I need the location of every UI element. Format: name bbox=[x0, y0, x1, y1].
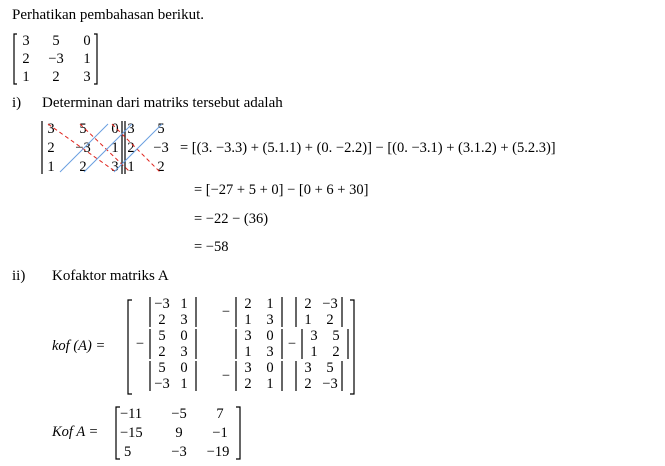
result-cell: 7 bbox=[216, 406, 224, 422]
matrix-cell: 2 bbox=[22, 51, 30, 67]
matrix-cell: 5 bbox=[52, 33, 60, 49]
determinant-line-3: = −22 − (36) bbox=[194, 211, 269, 227]
minor-cell: 1 bbox=[244, 344, 252, 360]
sarrus-cell: 2 bbox=[79, 159, 87, 175]
matrix-cell: 0 bbox=[83, 33, 91, 49]
minor-cell: 1 bbox=[180, 376, 188, 392]
minor-cell: 1 bbox=[266, 296, 274, 312]
result-cell: −15 bbox=[120, 425, 143, 441]
sarrus-cell: 2 bbox=[127, 140, 135, 156]
minor-cell: 1 bbox=[244, 312, 252, 328]
minor-cell: 3 bbox=[244, 360, 252, 376]
sarrus-cell: 2 bbox=[157, 159, 165, 175]
result-left-bracket bbox=[116, 407, 120, 459]
minor-cell: 2 bbox=[158, 312, 166, 328]
result-right-bracket bbox=[236, 407, 240, 459]
minor-cell: 0 bbox=[180, 360, 188, 376]
determinant-line-1: = [(3. −3.3) + (5.1.1) + (0. −2.2)] − [(0. −3.1) + (3.1.2) + (5.2.3)] bbox=[180, 140, 556, 156]
minor-cell: 2 bbox=[326, 312, 334, 328]
sarrus-diagonal-blue bbox=[114, 124, 162, 172]
matrix-cell: 1 bbox=[22, 69, 30, 85]
minor-cell: 3 bbox=[304, 360, 312, 376]
minor-cell: 0 bbox=[266, 328, 274, 344]
minor-cell: 3 bbox=[180, 312, 188, 328]
minor-cell: 2 bbox=[304, 376, 312, 392]
result-cell: −3 bbox=[171, 444, 187, 460]
minor-cell: 3 bbox=[266, 344, 274, 360]
minor-cell: 5 bbox=[158, 328, 166, 344]
kof-right-bracket bbox=[350, 300, 354, 394]
minor-cell: 1 bbox=[180, 296, 188, 312]
section-ii-title: Kofaktor matriks A bbox=[52, 268, 169, 284]
minor-cell: 3 bbox=[244, 328, 252, 344]
matrix-cell: 1 bbox=[83, 51, 91, 67]
minor-cell: −3 bbox=[322, 376, 338, 392]
left-bracket bbox=[14, 34, 17, 84]
sarrus-cell: 1 bbox=[111, 140, 119, 156]
sarrus-cell: 1 bbox=[47, 159, 55, 175]
minor-sign: − bbox=[135, 336, 145, 352]
sarrus-diagonal-blue bbox=[60, 124, 108, 172]
sarrus-cell: 2 bbox=[47, 140, 55, 156]
kof-left-bracket bbox=[128, 300, 132, 394]
right-bracket bbox=[94, 34, 97, 84]
result-cell: −1 bbox=[212, 425, 228, 441]
minor-cell: 5 bbox=[326, 360, 334, 376]
sarrus-cell: 1 bbox=[127, 159, 135, 175]
sarrus-cell: 3 bbox=[111, 159, 119, 175]
minor-cell: 2 bbox=[244, 296, 252, 312]
matrix-cell: 2 bbox=[52, 69, 60, 85]
determinant-line-2: = [−27 + 5 + 0] − [0 + 6 + 30] bbox=[194, 182, 369, 198]
minor-cell: 2 bbox=[158, 344, 166, 360]
sarrus-cell: 0 bbox=[111, 121, 119, 137]
minor-cell: 0 bbox=[180, 328, 188, 344]
sarrus-cell: −3 bbox=[75, 140, 91, 156]
minor-cell: 1 bbox=[310, 344, 318, 360]
minor-cell: −3 bbox=[322, 296, 338, 312]
kof-result-label: Kof A = bbox=[52, 424, 99, 440]
kof-label: kof (A) = bbox=[52, 338, 106, 354]
minor-cell: −3 bbox=[154, 296, 170, 312]
sarrus-diagonal-red bbox=[48, 124, 116, 172]
sarrus-cell: 5 bbox=[79, 121, 87, 137]
intro-text: Perhatikan pembahasan berikut. bbox=[12, 7, 205, 23]
result-cell: 5 bbox=[124, 444, 132, 460]
matrix-cell: 3 bbox=[83, 69, 91, 85]
minor-sign: − bbox=[221, 368, 231, 384]
determinant-line-4: = −58 bbox=[194, 239, 229, 255]
minor-bars bbox=[150, 297, 348, 391]
result-cell: −11 bbox=[120, 406, 143, 422]
sarrus-cell: 3 bbox=[127, 121, 135, 137]
minor-cell: 1 bbox=[266, 376, 274, 392]
minor-cell: 5 bbox=[332, 328, 340, 344]
section-ii-number: ii) bbox=[12, 268, 26, 284]
section-i-number: i) bbox=[12, 95, 22, 111]
minor-cell: 3 bbox=[266, 312, 274, 328]
minor-cell: 3 bbox=[310, 328, 318, 344]
minor-cell: 2 bbox=[304, 296, 312, 312]
result-cell: 9 bbox=[175, 425, 183, 441]
minor-cell: 0 bbox=[266, 360, 274, 376]
minor-sign: − bbox=[221, 304, 231, 320]
sarrus-cell: 5 bbox=[157, 121, 165, 137]
sarrus-diagonal-red bbox=[112, 124, 160, 172]
minor-sign: − bbox=[287, 336, 297, 352]
section-i-title: Determinan dari matriks tersebut adalah bbox=[42, 95, 283, 111]
minor-cell: −3 bbox=[154, 376, 170, 392]
matrix-cell: −3 bbox=[48, 51, 64, 67]
minor-cell: 1 bbox=[304, 312, 312, 328]
result-cell: −19 bbox=[206, 444, 230, 460]
minor-cell: 2 bbox=[244, 376, 252, 392]
result-cell: −5 bbox=[171, 406, 187, 422]
minor-cell: 5 bbox=[158, 360, 166, 376]
minor-cell: 3 bbox=[180, 344, 188, 360]
sarrus-cell: −3 bbox=[153, 140, 169, 156]
matrix-cell: 3 bbox=[22, 33, 30, 49]
sarrus-cell: 3 bbox=[47, 121, 55, 137]
minor-cell: 2 bbox=[332, 344, 340, 360]
